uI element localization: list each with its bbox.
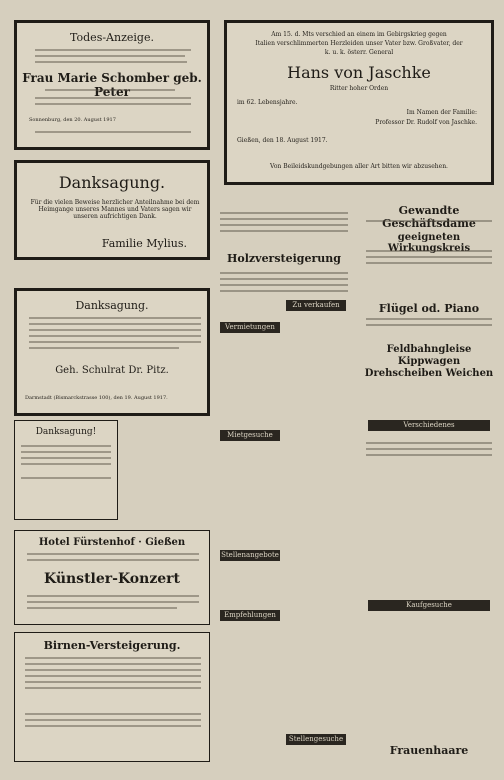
empfehlungen-header: Empfehlungen [220, 610, 280, 621]
vermietungen-header: Vermietungen [220, 322, 280, 333]
thanks2-place: Darmstadt (Bismarckstrasse 100), den 19. August 1917. [25, 395, 168, 401]
mid-column [214, 192, 354, 770]
death-notice-date: Sonnenburg, den 20. August 1917 [29, 117, 116, 123]
thanks2-title: Danksagung. [75, 299, 149, 312]
death-notice [14, 20, 210, 150]
obit-line3: k. u. k. österr. General [324, 49, 394, 56]
obit-sub1: Ritter hoher Orden [329, 85, 389, 92]
verkaufe-header: Zu verkaufen [286, 300, 346, 311]
thanks3-title: Danksagung! [35, 427, 97, 437]
obit-line2: Italien verschlimmerten Herzleiden unser Vater bzw. Großvater, der [255, 40, 463, 47]
death-notice-name: Frau Marie Schomber geb. Peter [22, 71, 202, 99]
thanks-title: Danksagung. [58, 173, 166, 192]
thanks-notice-1 [14, 160, 210, 260]
hotel-konzert: Künstler-Konzert [43, 571, 181, 587]
right-frauenhaare: Frauenhaare [389, 744, 469, 757]
right-h1: Gewandte Geschäftsdame [382, 204, 476, 230]
auction-ad [14, 632, 210, 762]
obit-sub4: Professor Dr. Rudolf von Jaschke. [375, 119, 477, 126]
right-column [360, 192, 498, 770]
mietgesuche-header: Mietgesuche [220, 430, 280, 441]
right-verschiedenes: Verschiedenes [368, 420, 490, 431]
obit-place: Gießen, den 18. August 1917. [237, 137, 328, 144]
obit-name: Hans von Jaschke [287, 63, 431, 82]
stellenangebote-header: Stellenangebote [221, 551, 279, 559]
auction-title: Birnen-Versteigerung. [43, 639, 181, 652]
right-h2: geeigneten Wirkungskreis [387, 232, 471, 254]
obit-line1: Am 15. d. Mts verschied an einem im Gebirgskrieg gegen [271, 31, 447, 38]
right-h4: Feldbahngleise Kippwagen Drehscheiben Weichen [364, 344, 494, 379]
hotel-title: Hotel Fürstenhof · Gießen [38, 537, 186, 548]
death-notice-title: Todes-Anzeige. [70, 31, 154, 44]
obituary-general [224, 20, 494, 185]
thanks-notice-2 [14, 288, 210, 416]
hotel-ad [14, 530, 210, 625]
obit-sub3: Im Namen der Familie: [406, 109, 477, 116]
thanks-notice-3 [14, 420, 118, 520]
obit-sub2: im 62. Lebensjahre. [237, 99, 298, 106]
holz-heading: Holzversteigerung [227, 252, 341, 265]
thanks-sign: Familie Mylius. [101, 237, 187, 250]
stellengesuche-header: Stellengesuche [286, 734, 346, 745]
thanks-body: Für die vielen Beweise herzlicher Anteilnahme bei dem Heimgange unseres Mannes und Vaters sagen wir unseren aufrichtigen Dank. [30, 199, 200, 220]
right-h3: Flügel od. Piano [378, 302, 480, 315]
obit-foot: Von Beileidskundgebungen aller Art bitten wir abzusehen. [270, 163, 448, 170]
right-kaufgesuche: Kaufgesuche [368, 600, 490, 611]
thanks2-name: Geh. Schulrat Dr. Pitz. [55, 365, 169, 376]
